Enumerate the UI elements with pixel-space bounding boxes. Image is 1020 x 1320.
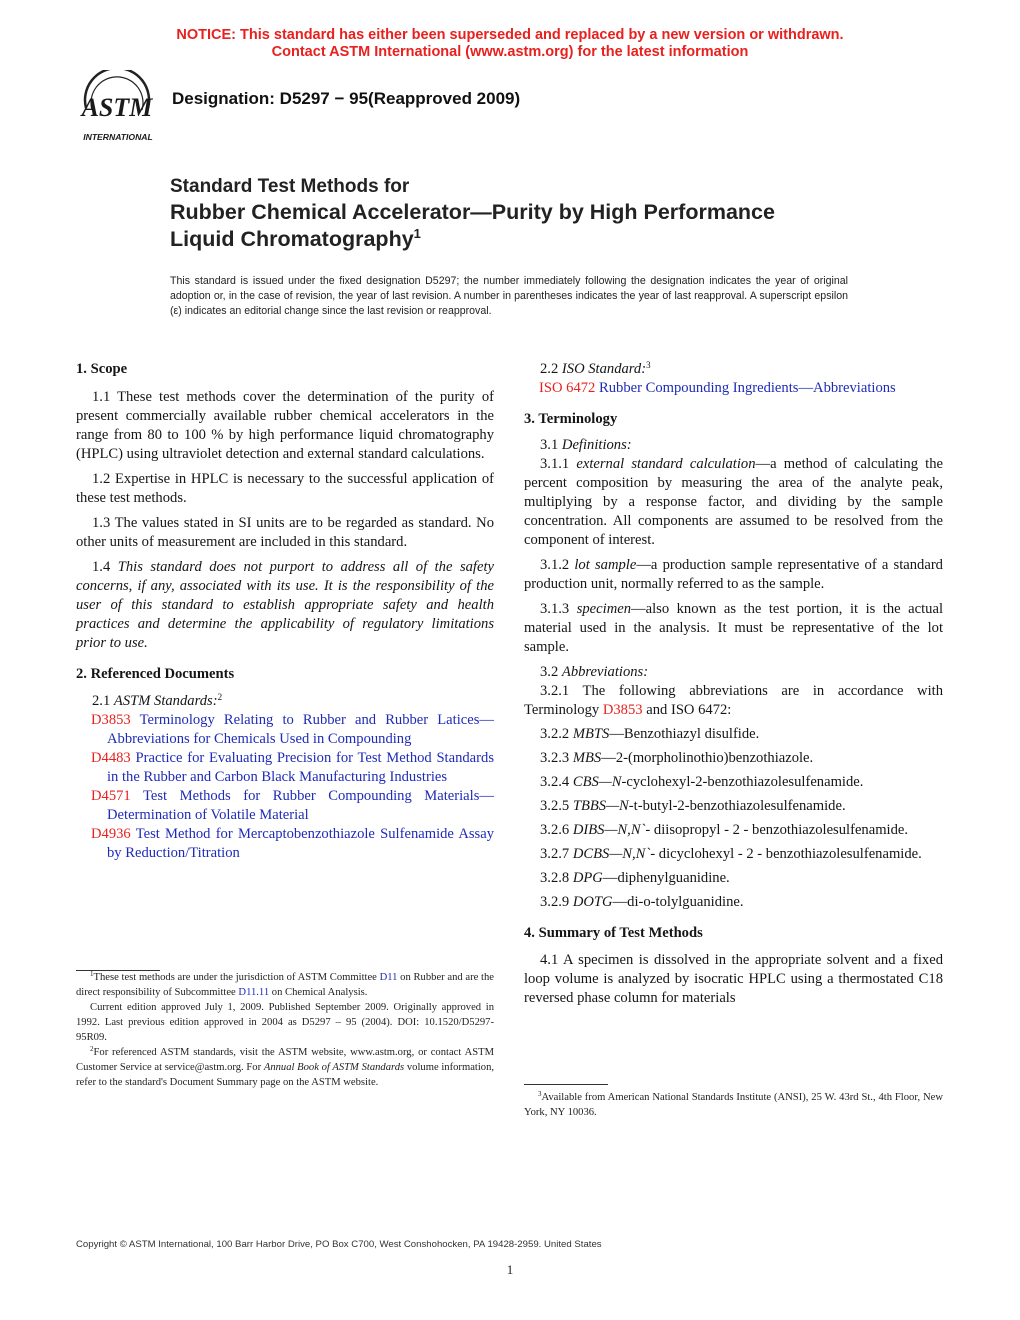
paragraph-1-4: 1.4 This standard does not purport to address all of the safety concerns, if any, associated with its use. It is the responsibility of the user of this standard to establish appropriate safety and health practices and determine the applicability of regulatory limitations prior to use. <box>76 559 494 651</box>
footnotes-left <box>76 970 494 1090</box>
section-heading-summary: 4. Summary of Test Methods <box>524 925 703 941</box>
logo-mark-text: ASTM <box>81 93 153 122</box>
definition-3-1-2: 3.1.2 lot sample—a production sample representative of a standard production unit, normally referred to as the sample. <box>524 557 943 592</box>
footnote-2: $^2$For referenced ASTM standards, visit the ASTM website, www.astm.org, or contact ASTM Customer Service at service@astm.org. For Annual Book of ASTM Standards volume information, refer to the standard's Document Summary page on the ASTM website. <box>76 1045 495 1088</box>
definitions-label: 3.1 Definitions: <box>540 437 632 453</box>
abbreviation-item: 3.2.2 MBTS—Benzothiazyl disulfide. <box>540 726 760 742</box>
footnotes-right <box>524 1090 943 1120</box>
section-heading-terminology: 3. Terminology <box>524 411 618 427</box>
abbreviation-item: 3.2.8 DPG—diphenylguanidine. <box>540 870 730 886</box>
abbreviation-list <box>524 725 943 912</box>
title-line-1: Standard Test Methods for <box>170 176 410 197</box>
title-footnote-mark[interactable]: 1 <box>413 226 421 241</box>
abbreviations-label: 3.2 Abbreviations: <box>540 664 649 680</box>
link-d3853[interactable]: D3853 <box>602 702 643 718</box>
logo-subtext: INTERNATIONAL <box>83 132 153 142</box>
designation: Designation: D5297 − 95(Reapproved 2009) <box>172 89 521 108</box>
footnote-1: $^1$These test methods are under the jurisdiction of ASTM Committee D11 on Rubber and are the direct responsibility of Subcommittee D11.11 on Chemical Analysis. <box>76 970 494 998</box>
paragraph-1-3: 1.3 The values stated in SI units are to be regarded as standard. No other units of measurement are included in this standard. <box>76 515 494 550</box>
document-title <box>170 174 870 253</box>
notice-line-2: Contact ASTM International (www.astm.org) for the latest information <box>271 44 749 60</box>
abbreviations-intro: 3.2.1 The following abbreviations are in accordance with Terminology D3853 and ISO 6472: <box>524 683 943 718</box>
left-column <box>76 360 494 863</box>
title-line-3: Liquid Chromatography$^1$ <box>170 226 421 251</box>
abbreviation-item: 3.2.6 DIBS—N,N`- diisopropyl - 2 - benzothiazolesulfenamide. <box>540 822 909 838</box>
paragraph-1-1: 1.1 These test methods cover the determination of the purity of present commercially available rubber chemical accelerators in the range from 80 to 100 % by high performance liquid chromatography (HPLC) using ultraviolet detection and external standard calculations. <box>76 389 494 462</box>
link-d11[interactable]: D11 <box>379 972 398 983</box>
footnote-rule-right <box>524 1084 608 1085</box>
paragraph-1-2: 1.2 Expertise in HPLC is necessary to the successful application of these test methods. <box>76 471 494 506</box>
astm-logo <box>76 70 160 144</box>
reference-d3853[interactable]: D3853 Terminology Relating to Rubber and Rubber Latices—Abbreviations for Chemicals Used in Compounding <box>91 712 494 747</box>
page-number: 1 <box>506 1262 514 1277</box>
section-heading-scope: 1. Scope <box>76 361 128 377</box>
preface-note: This standard is issued under the fixed designation D5297; the number immediately following the designation indicates the year of original adoption or, in the case of revision, the year of last revision. A number in parentheses indicates the year of last reapproval. A superscript epsilon (ε) indicates an editorial change since the last revision or reapproval. <box>170 275 848 317</box>
copyright-line: Copyright © ASTM International, 100 Barr Harbor Drive, PO Box C700, West Conshohocken, PA 19428-2959. United States <box>76 1239 602 1250</box>
reference-d4936[interactable]: D4936 Test Method for Mercaptobenzothiazole Sulfenamide Assay by Reduction/Titration <box>91 826 495 861</box>
iso-standard-label: 2.2 ISO Standard:$^3$ <box>540 360 651 377</box>
right-column <box>524 360 943 1008</box>
definition-3-1-1: 3.1.1 external standard calculation—a method of calculating the percent composition by measuring the area of the analyte peak, multiplying by a response factor, and dividing by the sample concentration. All components are assumed to be resolved from the component of interest. <box>524 456 944 548</box>
notice-line-1: NOTICE: This standard has either been superseded and replaced by a new version or withdrawn. <box>176 27 844 43</box>
reference-d4483[interactable]: D4483 Practice for Evaluating Precision for Test Method Standards in the Rubber and Carbon Black Manufacturing Industries <box>91 750 494 785</box>
abbreviation-item: 3.2.4 CBS—N-cyclohexyl-2-benzothiazolesulfenamide. <box>540 774 864 790</box>
link-d11-11[interactable]: D11.11 <box>238 987 270 998</box>
abbreviation-item: 3.2.5 TBBS—N-t-butyl-2-benzothiazolesulfenamide. <box>540 798 846 814</box>
reference-iso-6472[interactable]: ISO 6472 Rubber Compounding Ingredients—Abbreviations <box>539 380 896 396</box>
title-line-2: Rubber Chemical Accelerator—Purity by High Performance <box>170 200 775 224</box>
section-heading-referenced-documents: 2. Referenced Documents <box>76 666 235 682</box>
reference-d4571[interactable]: D4571 Test Methods for Rubber Compounding Materials—Determination of Volatile Material <box>91 788 494 823</box>
astm-standards-label: 2.1 ASTM Standards:$^2$ <box>92 692 223 709</box>
paragraph-4-1: 4.1 A specimen is dissolved in the appropriate solvent and a fixed loop volume is analyzed by isocratic HPLC using a thermostated C18 reversed phase column for materials <box>524 952 943 1006</box>
abbreviation-item: 3.2.9 DOTG—di-o-tolylguanidine. <box>540 894 744 910</box>
footnote-3: $^3$Available from American National Standards Institute (ANSI), 25 W. 43rd St., 4th Floor, New York, NY 10036. <box>524 1090 943 1118</box>
footnote-1-edition: Current edition approved July 1, 2009. Published September 2009. Originally approved in 1992. Last previous edition approved in 2004 as D5297 – 95 (2004). DOI: 10.1520/D5297-95R09. <box>76 1002 494 1043</box>
abbreviation-item: 3.2.3 MBS—2-(morpholinothio)benzothiazole. <box>540 750 814 766</box>
definition-3-1-3: 3.1.3 specimen—also known as the test portion, it is the actual material used in the analysis. It must be representative of the lot sample. <box>524 601 943 655</box>
withdrawal-notice <box>0 27 1020 61</box>
abbreviation-item: 3.2.7 DCBS—N,N`- dicyclohexyl - 2 - benzothiazolesulfenamide. <box>540 846 922 862</box>
